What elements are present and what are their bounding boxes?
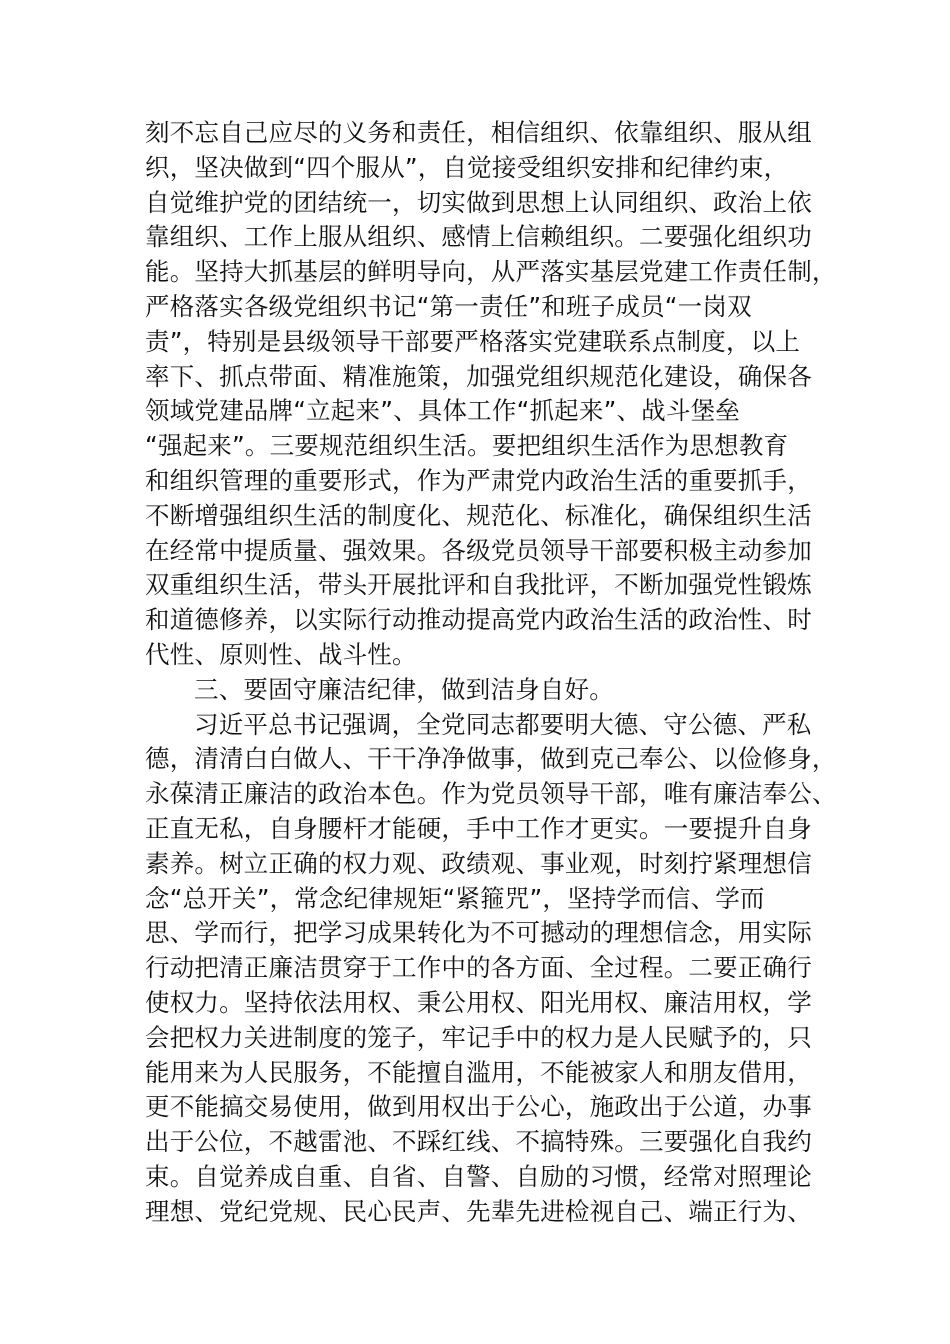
text-line: 靠组织、工作上服从组织、感情上信赖组织。二要强化组织功 xyxy=(145,222,812,252)
text-line: 更不能搞交易使用，做到用权出于公心，施政出于公道，办事 xyxy=(145,1092,812,1122)
paragraph-first-line: 习近平总书记强调，全党同志都要明大德、守公德、严私 xyxy=(194,709,812,739)
text-line: 理想、党纪党规、民心民声、先辈先进检视自己、端正行为、 xyxy=(145,1196,812,1226)
text-line: “强起来”。三要规范组织生活。要把组织生活作为思想教育 xyxy=(145,431,789,461)
text-line: 严格落实各级党组织书记“第一责任”和班子成员“一岗双 xyxy=(145,291,752,321)
text-line: 自觉维护党的团结统一，切实做到思想上认同组织、政治上依 xyxy=(145,187,812,217)
text-line: 使权力。坚持依法用权、秉公用权、阳光用权、廉洁用权，学 xyxy=(145,987,812,1017)
text-line: 会把权力关进制度的笼子，牢记手中的权力是人民赋予的，只 xyxy=(145,1022,812,1052)
text-line: 行动把清正廉洁贯穿于工作中的各方面、全过程。二要正确行 xyxy=(145,953,812,983)
text-line: 在经常中提质量、强效果。各级党员领导干部要积极主动参加 xyxy=(145,535,812,565)
text-line: 刻不忘自己应尽的义务和责任，相信组织、依靠组织、服从组 xyxy=(145,118,812,147)
document-body xyxy=(145,116,845,1230)
text-line: 双重组织生活，带头开展批评和自我批评，不断加强党性锻炼 xyxy=(145,570,812,600)
text-line: 率下、抓点带面、精准施策，加强党组织规范化建设，确保各 xyxy=(145,361,812,391)
text-line: 出于公位，不越雷池、不踩红线、不搞特殊。三要强化自我约 xyxy=(145,1127,812,1157)
text-line: 和道德修养，以实际行动推动提高党内政治生活的政治性、时 xyxy=(145,605,812,635)
text-line: 织，坚决做到“四个服从”，自觉接受组织安排和纪律约束， xyxy=(145,152,789,182)
text-line: 念“总开关”，常念纪律规矩“紧箍咒”，坚持学而信、学而 xyxy=(145,883,765,913)
text-line: 和组织管理的重要形式，作为严肃党内政治生活的重要抓手， xyxy=(145,465,812,495)
text-line: 代性、原则性、战斗性。 xyxy=(145,639,417,669)
text-line: 永葆清正廉洁的政治本色。作为党员领导干部，唯有廉洁奉公、 xyxy=(145,779,837,809)
text-line: 能。坚持大抓基层的鲜明导向，从严落实基层党建工作责任制， xyxy=(145,257,837,287)
text-line: 责”，特别是县级领导干部要严格落实党建联系点制度，以上 xyxy=(145,326,801,356)
text-line: 素养。树立正确的权力观、政绩观、事业观，时刻拧紧理想信 xyxy=(145,848,812,878)
text-line: 不断增强组织生活的制度化、规范化、标准化，确保组织生活 xyxy=(145,500,812,530)
text-line: 思、学而行，把学习成果转化为不可撼动的理想信念，用实际 xyxy=(145,918,812,948)
text-line: 领域党建品牌“立起来”、具体工作“抓起来”、战斗堡垒 xyxy=(145,396,740,426)
text-line: 德，清清白白做人、干干净净做事，做到克己奉公、以俭修身， xyxy=(145,744,837,774)
text-line: 束。自觉养成自重、自省、自警、自励的习惯，经常对照理论 xyxy=(145,1161,812,1191)
text-line: 正直无私，自身腰杆才能硬，手中工作才更实。一要提升自身 xyxy=(145,813,812,843)
section-heading: 三、要固守廉洁纪律，做到洁身自好。 xyxy=(194,674,614,704)
text-line: 能用来为人民服务，不能擅自滥用，不能被家人和朋友借用， xyxy=(145,1057,812,1087)
